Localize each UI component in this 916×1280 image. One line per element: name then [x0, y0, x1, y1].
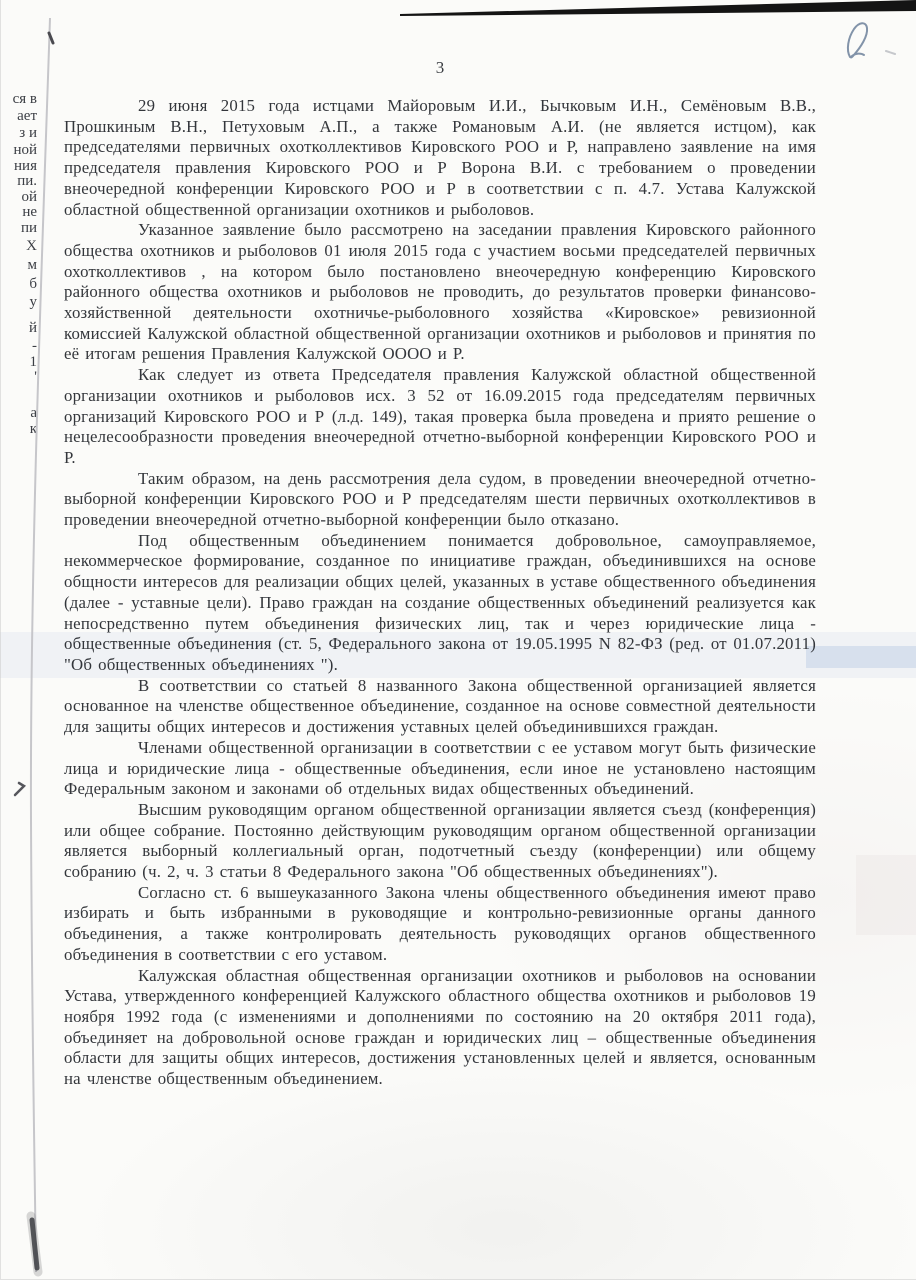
- bottom-edge-smudge-halo: [31, 1216, 38, 1272]
- pen-dash-mark: [886, 51, 895, 54]
- paragraph: Под общественным объединением понимается добровольное, самоуправляемое, некоммерческое формирование, созданное по инициативе граждан, объединившихся на основе общности интересов для реализации общих целей, указанных в уставе общественного объединения (далее - уставные цели). Право граждан на создание общественных объединений реализуется как непосредственно путем объединения физических лиц, так и через юридические лица - общественные объединения (ст. 5, Федерального закона от 19.05.1995 N 82-ФЗ (ред. от 01.07.2011) "Об общественных объединениях ").: [64, 530, 816, 674]
- text-fragment: б: [29, 276, 37, 292]
- paperclip-mark: [15, 783, 24, 795]
- bottom-edge-smudge: [32, 1220, 37, 1268]
- page-number: 3: [435, 58, 445, 77]
- left-edge-text-fragments: [0, 0, 38, 460]
- handwritten-page-number: [848, 23, 895, 57]
- text-fragment: не: [22, 204, 37, 220]
- text-fragment: ся в: [12, 91, 37, 107]
- paragraph: В соответствии со статьей 8 названного Закона общественной организацией является основанное на членстве общественное объединение, созданное на основе совместной деятельности для защиты общих интересов и достижения уставных целей объединившихся граждан.: [64, 675, 816, 737]
- text-fragment: у: [29, 294, 37, 310]
- text-fragment: 1: [29, 354, 37, 370]
- text-fragment: з и: [19, 125, 37, 141]
- paragraph: Членами общественной организации в соответствии с ее уставом могут быть физические лица и юридические лица - общественные объединения, если иное не установлено настоящим Федеральным законом и законами об отдельных видах общественных объединений.: [64, 737, 816, 799]
- paragraph: Указанное заявление было рассмотрено на заседании правления Кировского районного общества охотников и рыболовов 01 июля 2015 года с участием восьми председателей первичных охотколлективов , на котором было постановлено внеочередную конференцию Кировского районного общества охотников и рыболовов не проводить, до результатов проверки финансово-хозяйственной деятельности охотничье-рыболовного хозяйства «Кировское» ревизионной комиссией Калужской областной общественной организации охотников и рыболовов и принятия по её итогам решения Правления Калужской ОООО и Р.: [64, 220, 816, 364]
- paragraph: Как следует из ответа Председателя правления Калужской областной общественной организации охотников и рыболовов исх. 3 52 от 16.09.2015 года председателям первичных организаций Кировского РОО и Р (л.д. 149), такая проверка была проведена и приято решение о нецелесообразности проведения внеочередной отчетно-выборной конференции Кировского РОО и Р.: [64, 365, 816, 467]
- staple-mark: [49, 33, 53, 43]
- text-fragment: Х: [26, 238, 37, 254]
- paragraph: Калужская областная общественная организации охотников и рыболовов на основании Устава, утвержденного конференцией Калужского областного общества охотников и рыболовов 19 ноября 1992 года (с изменениями и дополнениями по состоянию на 20 октября 2011 года), объединяет на добровольной основе граждан и юридических лиц – общественные объединения области для защиты общих интересов, достижения установленных целей и является, основанным на членстве общественным объединением.: [64, 965, 816, 1089]
- text-fragment: а: [30, 405, 37, 421]
- paragraph: Таким образом, на день рассмотрения дела судом, в проведении внеочередной отчетно-выборной конференции Кировского РОО и Р председателям шести первичных охотколлективов в проведении внеочередной отчетно-выборной конференции было отказано.: [64, 468, 816, 530]
- text-fragment: м: [27, 257, 37, 273]
- text-fragment: пи.: [17, 173, 37, 189]
- text-fragment: -: [32, 338, 37, 354]
- scanner-smudge: [856, 855, 916, 935]
- scan-edge-shadow: [400, 0, 916, 16]
- text-fragment: ния: [14, 158, 37, 174]
- text-fragment: пи: [20, 220, 37, 236]
- text-fragment: й: [28, 320, 37, 336]
- text-fragment: ной: [13, 142, 37, 158]
- text-fragment: ': [34, 369, 37, 385]
- paragraph: Высшим руководящим органом общественной организации является съезд (конференция) или общее собрание. Постоянно действующим руководящим органом общественной организации является выборный коллегиальный орган, подотчетный съезду (конференции) или общему собранию (ч. 2, ч. 3 статьи 8 Федерального закона "Об общественных объединениях").: [64, 799, 816, 882]
- document-body: [64, 96, 816, 1090]
- text-fragment: ой: [21, 189, 37, 205]
- text-fragment: к: [29, 421, 37, 437]
- scanner-tint-band: [806, 646, 916, 668]
- paragraph: Согласно ст. 6 вышеуказанного Закона члены общественного объединения имеют право избирать и быть избранными в руководящие и контрольно-ревизионные органы данного объединения, а также контролировать деятельность руководящих органов общественного объединения в соответствии с его уставом.: [64, 882, 816, 964]
- paragraph: 29 июня 2015 года истцами Майоровым И.И., Бычковым И.Н., Семёновым В.В., Прошкиным В.Н., Петуховым А.П., а также Романовым А.И. (не является истцом), как председателями первичных охотколлективов Кировского РОО и Р, направлено заявление на имя председателя правления Кировского РОО и Р Ворона В.И. с требованием о проведении внеочередной конференции Кировского РОО и Р в соответствии с п. 4.7. Устава Калужской областной общественной организации охотников и рыболовов.: [64, 96, 816, 219]
- text-fragment: ает: [17, 108, 37, 124]
